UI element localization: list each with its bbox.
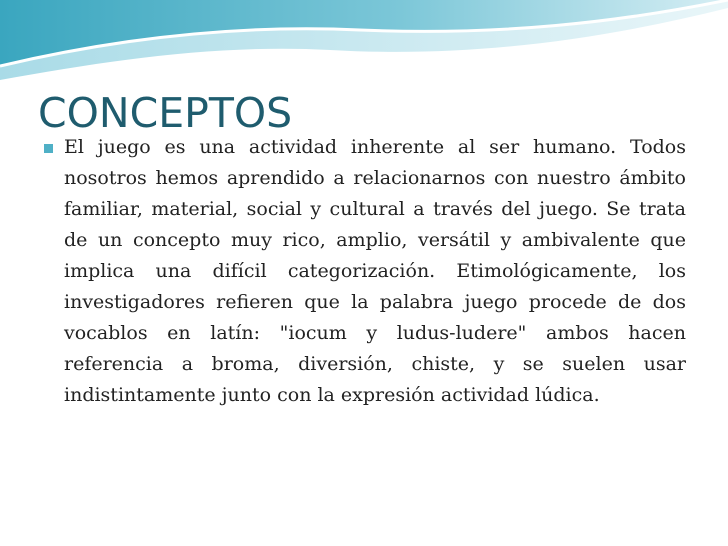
bullet-square-icon <box>44 144 53 153</box>
header-wave-decoration <box>0 0 728 100</box>
slide-title: CONCEPTOS <box>38 89 293 137</box>
bullet-text: El juego es una actividad inherente al ser humano. Todos nosotros hemos aprendido a relacionarnos con nuestro ámbito familiar, material, social y cultural a través del juego. Se trata de un concepto muy rico, amplio, versátil y ambivalente que implica una difícil categorización. Etimológicamente, los investigadores refieren que la palabra juego procede de dos vocablos en latín: "iocum y ludus-ludere" ambos hacen referencia a broma, diversión, chiste, y se suelen usar indistintamente junto con la expresión actividad lúdica. <box>64 136 686 406</box>
